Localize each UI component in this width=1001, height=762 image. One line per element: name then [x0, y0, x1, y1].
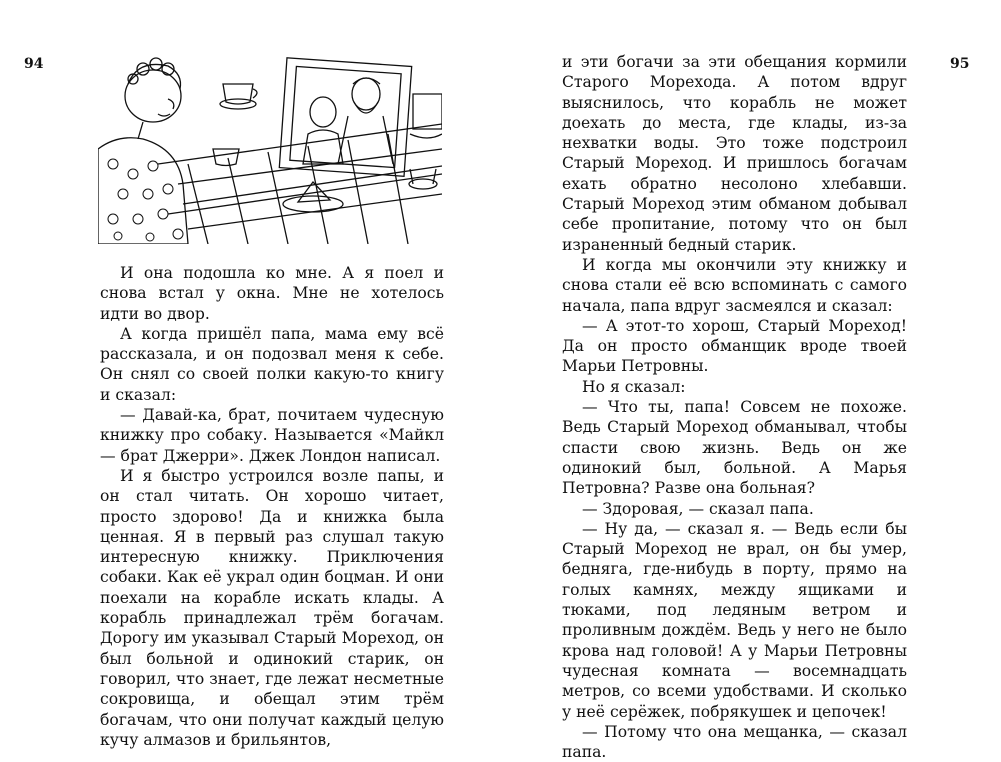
paragraph: — Здоровая, — сказал папа.	[582, 499, 814, 518]
paragraph: Но я сказал:	[582, 377, 686, 396]
page-number-left: 94	[24, 56, 44, 72]
right-page-text	[562, 52, 907, 762]
paragraph: И она подошла ко мне. А я поел и снова встал у окна. Мне не хотелось идти во двор.	[100, 264, 444, 323]
paragraph: — Давай-ка, брат, почитаем чудесную книжку про собаку. Называется «Майкл — брат Джерри». Джек Лондон написал.	[100, 406, 444, 465]
book-illustration	[98, 54, 442, 244]
paragraph: — Ну да, — сказал я. — Ведь если бы Старый Мореход не врал, он бы умер, бедняга, где-нибудь в порту, прямо на голых камнях, между ящиками и тюками, под ледяным ветром и проливным дождём. Ведь у него не было крова над головой! А у Марьи Петровны чудесная комната — восемнадцать метров, со всеми удобствами. И сколько у неё серёжек, побрякушек и цепочек!	[562, 519, 907, 721]
paragraph: И когда мы окончили эту книжку и снова стали её всю вспоминать с самого начала, папа вдруг засмеялся и сказал:	[562, 255, 907, 315]
paragraph: — Что ты, папа! Совсем не похоже. Ведь Старый Мореход обманывал, чтобы спасти свою жизнь. Ведь он же одинокий был, больной. А Марья Петровна? Разве она больная?	[562, 398, 907, 498]
paragraph: И я быстро устроился возле папы, и он стал читать. Он хорошо читает, просто здорово! Да и книжка была ценная. Я в первый раз слушал такую интересную книжку. Приключения собаки. Как её украл один боцман. И они поехали на корабле искать клады. А корабль принадлежал трём богачам. Дорогу им указывал Старый Мореход, он был больной и одинокий старик, он говорил, что знает, где лежат несметные сокровища, и обещал этим трём богачам, что они получат каждый целую кучу алмазов и брильянтов,	[100, 466, 444, 749]
paragraph: — Потому что она мещанка, — сказал папа.	[562, 722, 907, 762]
paragraph: А когда пришёл папа, мама ему всё рассказала, и он подозвал меня к себе. Он снял со своей полки какую-то книгу и сказал:	[100, 324, 444, 404]
paragraph: и эти богачи за эти обещания кормили Старого Морехода. А потом вдруг выяснилось, что корабль не может доехать до места, где клады, из-за нехватки воды. Это тоже подстроил Старый Мореход. И пришлось богачам ехать обратно несолоно хлебавши. Старый Мореход этим обманом добывал себе пропитание, потому что он был израненный бедный старик.	[562, 53, 907, 254]
page-number-right: 95	[950, 56, 970, 72]
left-page-text	[100, 263, 444, 750]
paragraph: — А этот-то хорош, Старый Мореход! Да он просто обманщик вроде твоей Марьи Петровны.	[562, 316, 907, 376]
